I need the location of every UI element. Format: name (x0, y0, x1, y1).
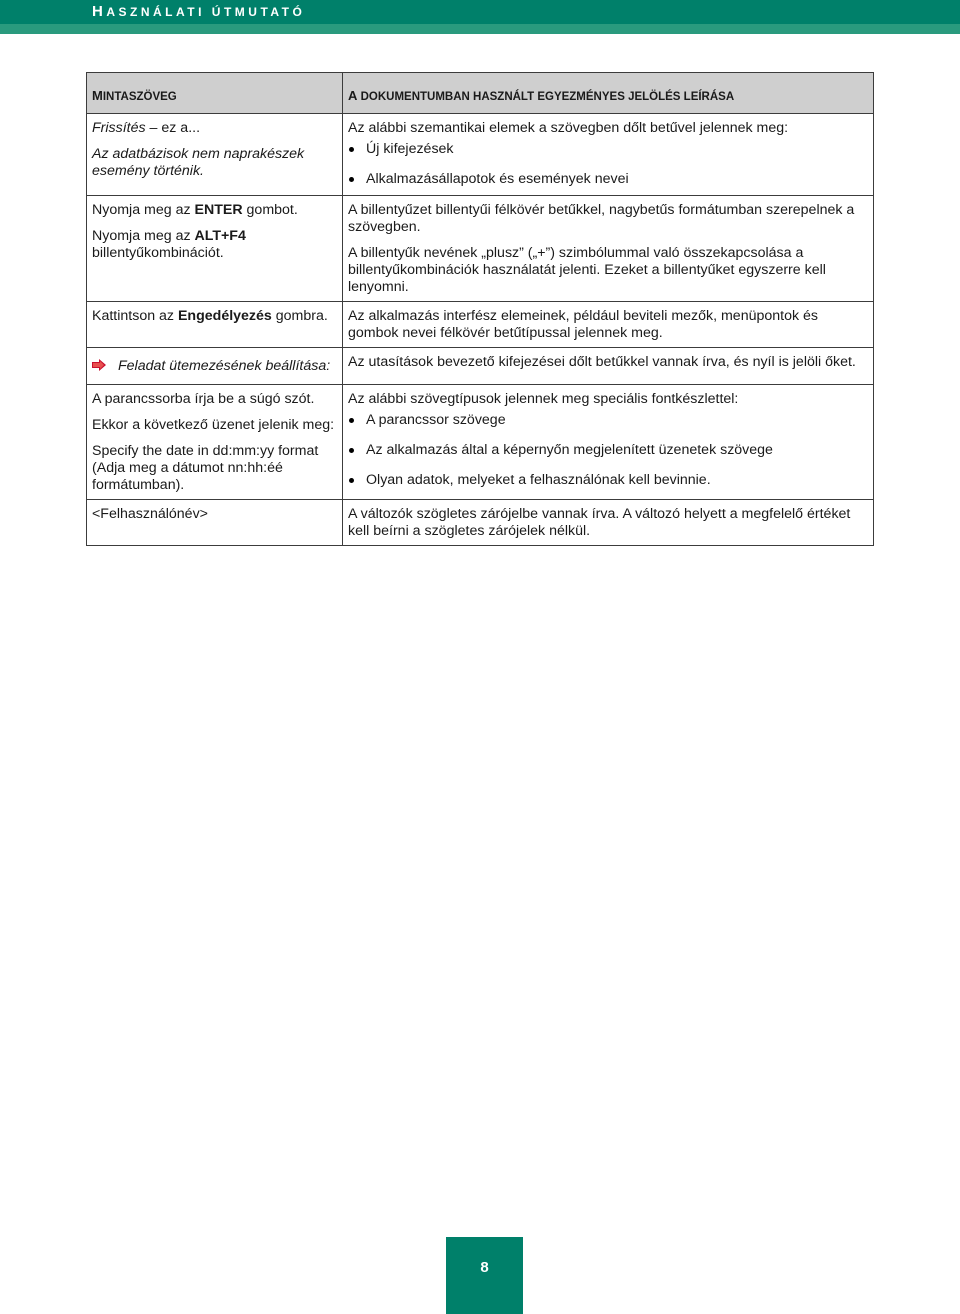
sample-line: Az adatbázisok nem naprakészek esemény történik. (92, 146, 305, 179)
sample-line: A parancssorba írja be a súgó szót. (92, 391, 315, 407)
table-row (87, 302, 874, 348)
description-text: A változók szögletes zárójelbe vannak írva. A változó helyett a megfelelő értéket kell beírni a szögletes zárójelek nélkül. (348, 506, 851, 539)
list-item: Alkalmazásállapotok és események nevei (348, 171, 868, 188)
bullet-icon (349, 418, 354, 423)
list-item: Az alkalmazás által a képernyőn megjelenített üzenetek szövege (348, 442, 868, 459)
table-row (87, 348, 874, 385)
sample-cell (87, 114, 343, 196)
sample-line: Nyomja meg az ENTER gombot. (92, 202, 298, 218)
sample-line: Ekkor a következő üzenet jelenik meg: (92, 417, 335, 433)
description-text: A billentyűzet billentyűi félkövér betűkkel, nagybetűs formátumban szerepelnek a szövegben. (348, 202, 855, 235)
sample-cell (87, 196, 343, 302)
description-cell (343, 114, 874, 196)
bullet-icon (349, 448, 354, 453)
page-number-box (446, 1237, 523, 1314)
running-header: HASZNÁLATI ÚTMUTATÓ (92, 3, 306, 20)
description-cell (343, 196, 874, 302)
bullet-icon (349, 177, 354, 182)
description-cell (343, 385, 874, 500)
list-item: A parancssor szövege (348, 412, 868, 429)
bullet-list (348, 412, 868, 489)
table-row (87, 385, 874, 500)
description-text: Az alábbi szövegtípusok jelennek meg speciális fontkészlettel: (348, 391, 739, 407)
arrow-right-icon (92, 359, 106, 371)
page-number: 8 (480, 1259, 489, 1276)
table-row (87, 500, 874, 546)
description-text: A billentyűk nevének „plusz” („+”) szimbólummal való összekapcsolása a billentyűkombinációk használatát jelenti. Ezeket a billentyűket egyszerre kell lenyomni. (348, 245, 826, 295)
header-convention-description: A DOKUMENTUMBAN HASZNÁLT EGYEZMÉNYES JELÖLÉS LEÍRÁSA (343, 73, 874, 114)
sample-line: Nyomja meg az ALT+F4 billentyűkombinációt. (92, 228, 246, 261)
description-text: Az alábbi szemantikai elemek a szövegben dőlt betűvel jelennek meg: (348, 120, 789, 136)
description-cell (343, 348, 874, 385)
list-item: Olyan adatok, melyeket a felhasználónak kell bevinnie. (348, 472, 868, 489)
sample-cell (87, 302, 343, 348)
sample-cell (87, 500, 343, 546)
sample-line: Feladat ütemezésének beállítása: (92, 358, 337, 375)
table-row (87, 196, 874, 302)
header-stripe (0, 24, 960, 34)
table-row (87, 114, 874, 196)
description-text: Az alkalmazás interfész elemeinek, például beviteli mezők, menüpontok és gombok nevei félkövér betűtípussal jelennek meg. (348, 308, 819, 341)
bullet-list (348, 141, 868, 188)
description-cell (343, 302, 874, 348)
list-item: Új kifejezések (348, 141, 868, 158)
table-header-row (87, 73, 874, 114)
bullet-icon (349, 478, 354, 483)
sample-line: Kattintson az Engedélyezés gombra. (92, 308, 328, 324)
sample-cell (87, 348, 343, 385)
description-cell (343, 500, 874, 546)
header-sample-text: MINTASZÖVEG (87, 73, 343, 114)
description-text: Az utasítások bevezető kifejezései dőlt betűkkel vannak írva, és nyíl is jelöli őket. (348, 354, 856, 370)
sample-line: Specify the date in dd:mm:yy format (Adja meg a dátumot nn:hh:éé formátumban). (92, 443, 319, 493)
conventions-table (86, 72, 874, 546)
sample-cell (87, 385, 343, 500)
sample-line: <Felhasználónév> (92, 506, 208, 522)
bullet-icon (349, 147, 354, 152)
sample-line: Frissítés – ez a... (92, 120, 201, 136)
